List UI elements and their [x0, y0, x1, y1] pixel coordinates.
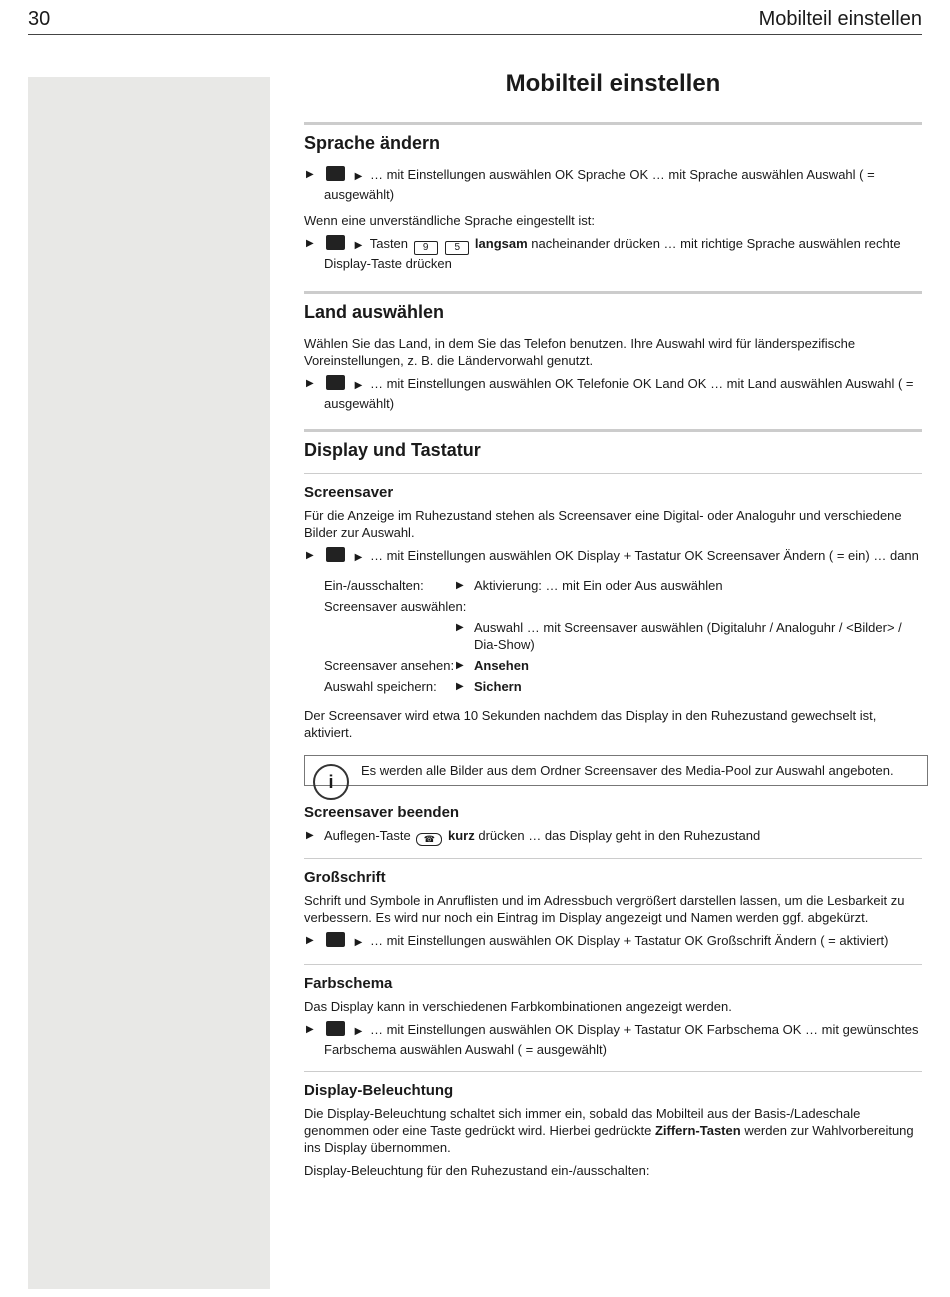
- option-label: Auswahl speichern:: [324, 679, 437, 694]
- menu-key-icon: [326, 235, 345, 250]
- page-title: Mobilteil einstellen: [505, 70, 721, 97]
- option-label: [324, 617, 456, 655]
- triangle-bullet-icon: ▶: [306, 935, 314, 946]
- arrow-icon: ▶: [354, 380, 363, 391]
- emphasis-text: kurz: [447, 828, 475, 843]
- menu-key-icon: [326, 1021, 345, 1036]
- body-text: Wählen Sie das Land, in dem Sie das Telefon benutzen. Ihre Auswahl wird für länderspezifische Voreinstellungen, z. B. die Ländervorwahl genutzt.: [304, 336, 856, 368]
- emphasis-text: Ziffern-Tasten: [654, 1123, 741, 1138]
- step-text: Auflegen-Taste: [324, 828, 411, 843]
- section-heading-land: Land auswählen: [304, 302, 445, 322]
- triangle-bullet-icon: ▶: [306, 550, 314, 561]
- step-screensaver: [304, 547, 922, 567]
- step-beenden: [304, 827, 922, 846]
- option-value: Auswahl … mit Screensaver auswählen (Digitaluhr / Analoguhr / <Bilder> / Dia-Show): [474, 620, 902, 652]
- main-content: [304, 70, 922, 1185]
- option-value: Sichern: [474, 679, 522, 694]
- step-grossschrift: [304, 932, 922, 952]
- option-row: [324, 676, 922, 697]
- running-header: [28, 6, 922, 35]
- arrow-icon: ▶: [354, 937, 363, 948]
- subsection-heading-screensaver: Screensaver: [304, 484, 394, 501]
- triangle-bullet-icon: ▶: [306, 1024, 314, 1035]
- step-text: drücken … das Display geht in den Ruhezustand: [478, 828, 761, 843]
- body-text: [304, 1105, 922, 1156]
- running-title: Mobilteil einstellen: [758, 8, 922, 30]
- body-text: Der Screensaver wird etwa 10 Sekunden nachdem das Display in den Ruhezustand gewechselt ist, aktiviert.: [304, 708, 877, 740]
- arrow-icon: ▶: [354, 171, 363, 182]
- arrow-icon: ▶: [456, 681, 464, 692]
- triangle-bullet-icon: ▶: [306, 238, 314, 249]
- body-text: Display-Beleuchtung für den Ruhezustand ein-/ausschalten:: [304, 1163, 650, 1178]
- step-text: … mit Einstellungen auswählen OK Telefonie OK Land OK … mit Land auswählen Auswahl ( = ausgewählt): [324, 376, 914, 411]
- step-text: Tasten: [369, 236, 409, 251]
- arrow-icon: ▶: [456, 622, 464, 633]
- subsection-heading-beleuchtung: Display-Beleuchtung: [304, 1082, 454, 1099]
- subsection-divider: [304, 858, 922, 859]
- subsection-heading-beenden: Screensaver beenden: [304, 804, 460, 821]
- option-label: Ein-/ausschalten:: [324, 578, 424, 593]
- menu-key-icon: [326, 932, 345, 947]
- triangle-bullet-icon: ▶: [306, 830, 314, 841]
- sidebar-panel: [28, 77, 270, 1289]
- menu-key-icon: [326, 166, 345, 181]
- step-sprache-reset: [304, 235, 922, 273]
- info-box: [304, 755, 928, 792]
- option-value: Ansehen: [474, 658, 529, 673]
- body-text-part: werden zur Wahlvorbereitung ins Display übernommen.: [304, 1123, 914, 1155]
- section-heading-display: Display und Tastatur: [304, 440, 481, 460]
- step-sprache: [304, 166, 922, 204]
- step-farbschema: [304, 1021, 922, 1059]
- info-icon: i: [313, 764, 349, 800]
- step-land: [304, 375, 922, 413]
- section-divider: [304, 429, 922, 432]
- subsection-heading-grossschrift: Großschrift: [304, 869, 386, 886]
- step-text: … mit Einstellungen auswählen OK Sprache OK … mit Sprache auswählen Auswahl ( = ausgewählt): [324, 167, 875, 202]
- option-row: [324, 596, 922, 617]
- subsection-divider: [304, 1071, 922, 1072]
- menu-key-icon: [326, 547, 345, 562]
- hang-up-key-icon: ☎: [416, 833, 442, 846]
- arrow-icon: ▶: [354, 240, 363, 251]
- option-row: [324, 617, 922, 655]
- option-label: Screensaver auswählen:: [324, 599, 467, 614]
- body-text: Schrift und Symbole in Anruflisten und im Adressbuch vergrößert darstellen lassen, um die Lesbarkeit zu verbessern. Es wird nur noch ein Eintrag im Display angezeigt und Namen werden ggf. abgekürzt.: [304, 893, 905, 925]
- body-text-part: Die Display-Beleuchtung schaltet sich immer ein, sobald das Mobilteil aus der Basis-/Ladeschale genommen oder eine Taste gedrückt wird. Hierbei gedrückte: [304, 1106, 861, 1138]
- key-9-icon: 9: [414, 241, 438, 255]
- info-text: Es werden alle Bilder aus dem Ordner Screensaver des Media-Pool zur Auswahl angeboten.: [361, 763, 894, 778]
- option-label: Screensaver ansehen:: [324, 658, 455, 673]
- step-text: … mit Einstellungen auswählen OK Display + Tastatur OK Screensaver Ändern ( = ein) … dann: [369, 548, 919, 563]
- arrow-icon: ▶: [456, 580, 464, 591]
- arrow-icon: ▶: [456, 660, 464, 671]
- subsection-divider: [304, 473, 922, 474]
- step-text: … mit Einstellungen auswählen OK Display + Tastatur OK Großschrift Ändern ( = aktiviert): [369, 933, 889, 948]
- page-number: 30: [28, 8, 51, 30]
- section-heading-sprache: Sprache ändern: [304, 133, 441, 153]
- step-text: … mit Einstellungen auswählen OK Display + Tastatur OK Farbschema OK … mit gewünschtes Farbschema auswählen Auswahl ( = ausgewählt): [324, 1022, 919, 1057]
- subsection-divider: [304, 964, 922, 965]
- option-row: [324, 575, 922, 596]
- subsection-heading-farbschema: Farbschema: [304, 975, 393, 992]
- arrow-icon: ▶: [354, 552, 363, 563]
- options-table: [324, 575, 922, 697]
- body-text: Das Display kann in verschiedenen Farbkombinationen angezeigt werden.: [304, 999, 732, 1014]
- key-5-icon: 5: [445, 241, 469, 255]
- arrow-icon: ▶: [354, 1026, 363, 1037]
- option-row: [324, 655, 922, 676]
- step-text: nacheinander drücken … mit richtige Sprache auswählen rechte Display-Taste drücken: [324, 236, 901, 271]
- section-divider: [304, 291, 922, 294]
- note-text: Wenn eine unverständliche Sprache eingestellt ist:: [304, 213, 595, 228]
- emphasis-text: langsam: [474, 236, 528, 251]
- triangle-bullet-icon: ▶: [306, 378, 314, 389]
- triangle-bullet-icon: ▶: [306, 169, 314, 180]
- section-divider: [304, 122, 922, 125]
- body-text: Für die Anzeige im Ruhezustand stehen als Screensaver eine Digital- oder Analoguhr und verschiedene Bilder zur Auswahl.: [304, 508, 902, 540]
- option-value: Aktivierung: … mit Ein oder Aus auswählen: [474, 578, 723, 593]
- menu-key-icon: [326, 375, 345, 390]
